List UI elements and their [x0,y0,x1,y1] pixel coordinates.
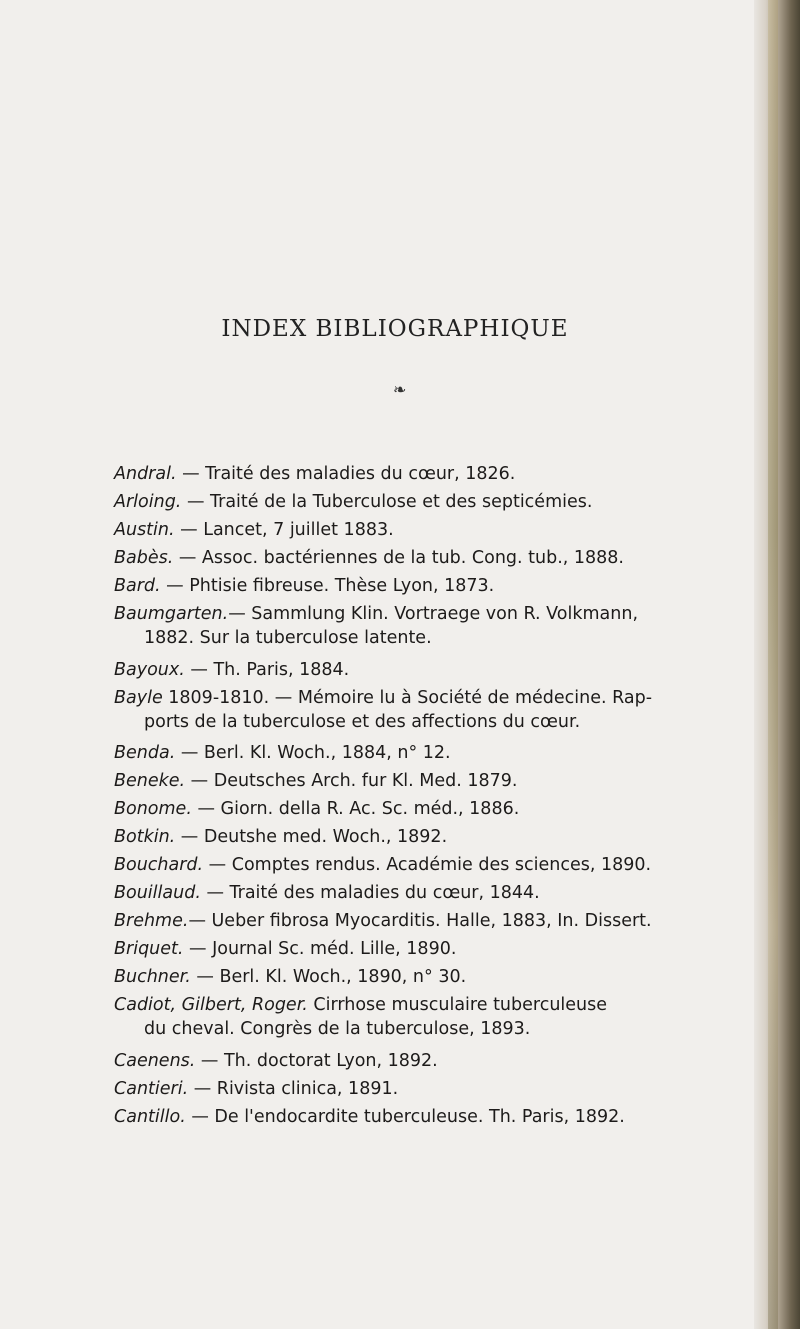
list-item [114,658,349,682]
entry-author: Andral. [114,464,177,484]
entry-text: — Deutshe med. Woch., 1892. [175,827,448,847]
list-item [114,490,592,514]
entry-author: Caenens. [114,1051,196,1071]
entry-text: Cirrhose musculaire tuberculeuse [307,995,608,1015]
entry-author: Briquet. [114,939,184,959]
entry-author: Brehme. [114,911,189,931]
entry-text: — Deutsches Arch. fur Kl. Med. 1879. [185,771,518,791]
entry-text: — De l'endocardite tuberculeuse. Th. Paris, 1892. [185,1107,625,1127]
list-item [114,853,651,877]
entry-author: Cantillo. [114,1107,186,1127]
list-item [114,1105,625,1129]
ornament-icon: ❧ [393,380,407,399]
list-item [114,993,607,1041]
entry-text: — Traité des maladies du cœur, 1844. [200,883,540,903]
entry-text: — Traité des maladies du cœur, 1826. [176,464,516,484]
entry-author: Bonome. [114,799,192,819]
list-item [114,462,515,486]
entry-text: — Comptes rendus. Académie des sciences, 1890. [203,855,652,875]
entry-author: Baumgarten. [114,604,229,624]
entry-text: — Berl. Kl. Woch., 1890, n° 30. [190,967,467,987]
list-item [114,825,447,849]
list-item [114,965,466,989]
entry-text: — Phtisie fibreuse. Thèse Lyon, 1873. [160,576,495,596]
entry-author: Cadiot, Gilbert, Roger. [114,995,308,1015]
entry-author: Benda. [114,743,176,763]
entry-author: Bouillaud. [114,883,201,903]
page-edge-shadow [754,0,800,1329]
entry-author: Bayoux. [114,660,185,680]
entry-text: — Giorn. della R. Ac. Sc. méd., 1886. [191,799,520,819]
entry-author: Bouchard. [114,855,204,875]
list-item [114,797,519,821]
entry-text: — Rivista clinica, 1891. [188,1079,399,1099]
entry-continuation: ports de la tuberculose et des affections du cœur. [144,712,581,732]
entry-author: Beneke. [114,771,186,791]
list-item [114,546,624,570]
list-item [114,769,517,793]
entry-text: — Sammlung Klin. Vortraege von R. Volkmann, [228,604,639,624]
page-title: INDEX BIBLIOGRAPHIQUE [221,316,569,342]
list-item [114,574,494,598]
entry-author: Buchner. [114,967,191,987]
entry-author: Bayle [114,688,163,708]
entry-text: — Traité de la Tuberculose et des septicémies. [181,492,593,512]
entry-text: — Th. Paris, 1884. [184,660,350,680]
page-header [0,316,790,342]
list-item [114,602,638,650]
entry-continuation: du cheval. Congrès de la tuberculose, 1893. [144,1019,531,1039]
entry-text: — Journal Sc. méd. Lille, 1890. [183,939,457,959]
entry-author: Arloing. [114,492,182,512]
list-item [114,1049,438,1073]
entry-author: Babès. [114,548,174,568]
list-item [114,1077,398,1101]
entry-text: — Ueber fibrosa Myocarditis. Halle, 1883, In. Dissert. [188,911,652,931]
entry-author: Botkin. [114,827,176,847]
entry-text: — Assoc. bactériennes de la tub. Cong. tub., 1888. [173,548,624,568]
entry-author: Bard. [114,576,161,596]
entry-text: 1809-1810. — Mémoire lu à Société de médecine. Rap- [162,688,653,708]
entry-author: Austin. [114,520,175,540]
list-item [114,937,456,961]
entry-continuation: 1882. Sur la tuberculose latente. [144,628,432,648]
list-item [114,741,451,765]
list-item [114,909,652,933]
list-item [114,881,540,905]
entry-author: Cantieri. [114,1079,189,1099]
entry-text: — Lancet, 7 juillet 1883. [174,520,394,540]
entry-text: — Berl. Kl. Woch., 1884, n° 12. [175,743,451,763]
entry-text: — Th. doctorat Lyon, 1892. [195,1051,438,1071]
list-item [114,686,652,734]
list-item [114,518,394,542]
